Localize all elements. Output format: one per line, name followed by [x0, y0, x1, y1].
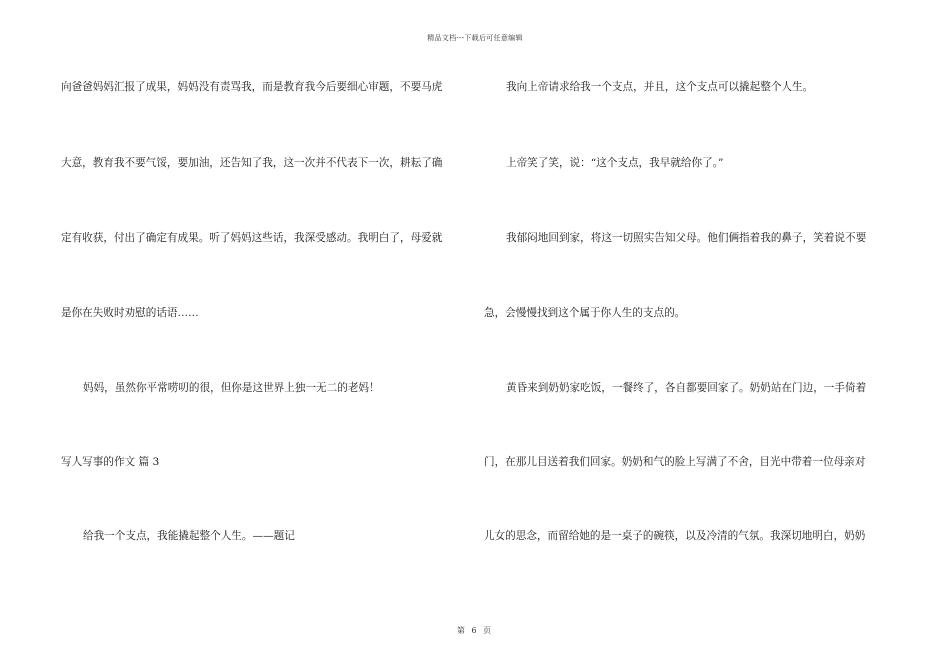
- paragraph-line: 妈妈，虽然你平常唠叨的很，但你是这世界上独一无二的老妈！: [83, 382, 380, 394]
- page-header: 精品文档---下载后可任意编辑: [427, 34, 523, 42]
- paragraph-line: 我向上帝请求给我一个支点，并且，这个支点可以撬起整个人生。: [506, 81, 814, 93]
- paragraph-line: 是你在失败时劝慰的话语……: [61, 307, 199, 319]
- paragraph-line: 门，在那儿目送着我们回家。奶奶和气的脸上写满了不舍，目光中带着一位母亲对: [484, 456, 866, 468]
- paragraph-line: 上帝笑了笑，说：“这个支点，我早就给你了。”: [506, 157, 724, 169]
- paragraph-line: 我郁闷地回到家，将这一切照实告知父母。他们俩指着我的鼻子，笑着说不要: [506, 232, 867, 244]
- paragraph-line: 儿女的思念，而留给她的是一桌子的碗筷，以及冷清的气氛。我深切地明白，奶奶: [484, 530, 866, 542]
- paragraph-line: 向爸爸妈妈汇报了成果，妈妈没有责骂我，而是教育我今后要细心审题，不要马虎: [61, 81, 443, 93]
- paragraph-line: 大意，教育我不要气馁，要加油，还告知了我，这一次并不代表下一次，耕耘了确: [61, 157, 443, 169]
- page-number: 第 6 页: [456, 626, 494, 635]
- paragraph-line: 定有收获，付出了确定有成果。听了妈妈这些话，我深受感动。我明白了，母爱就: [61, 232, 443, 244]
- paragraph-line: 黄昏来到奶奶家吃饭，一餐终了，各自都要回家了。奶奶站在门边，一手倚着: [506, 382, 867, 394]
- paragraph-line: 急，会慢慢找到这个属于你人生的支点的。: [484, 307, 686, 319]
- epigraph-line: 给我一个支点，我能撬起整个人生。——题记: [83, 530, 295, 542]
- section-heading: 写人写事的作文 篇 3: [61, 456, 160, 468]
